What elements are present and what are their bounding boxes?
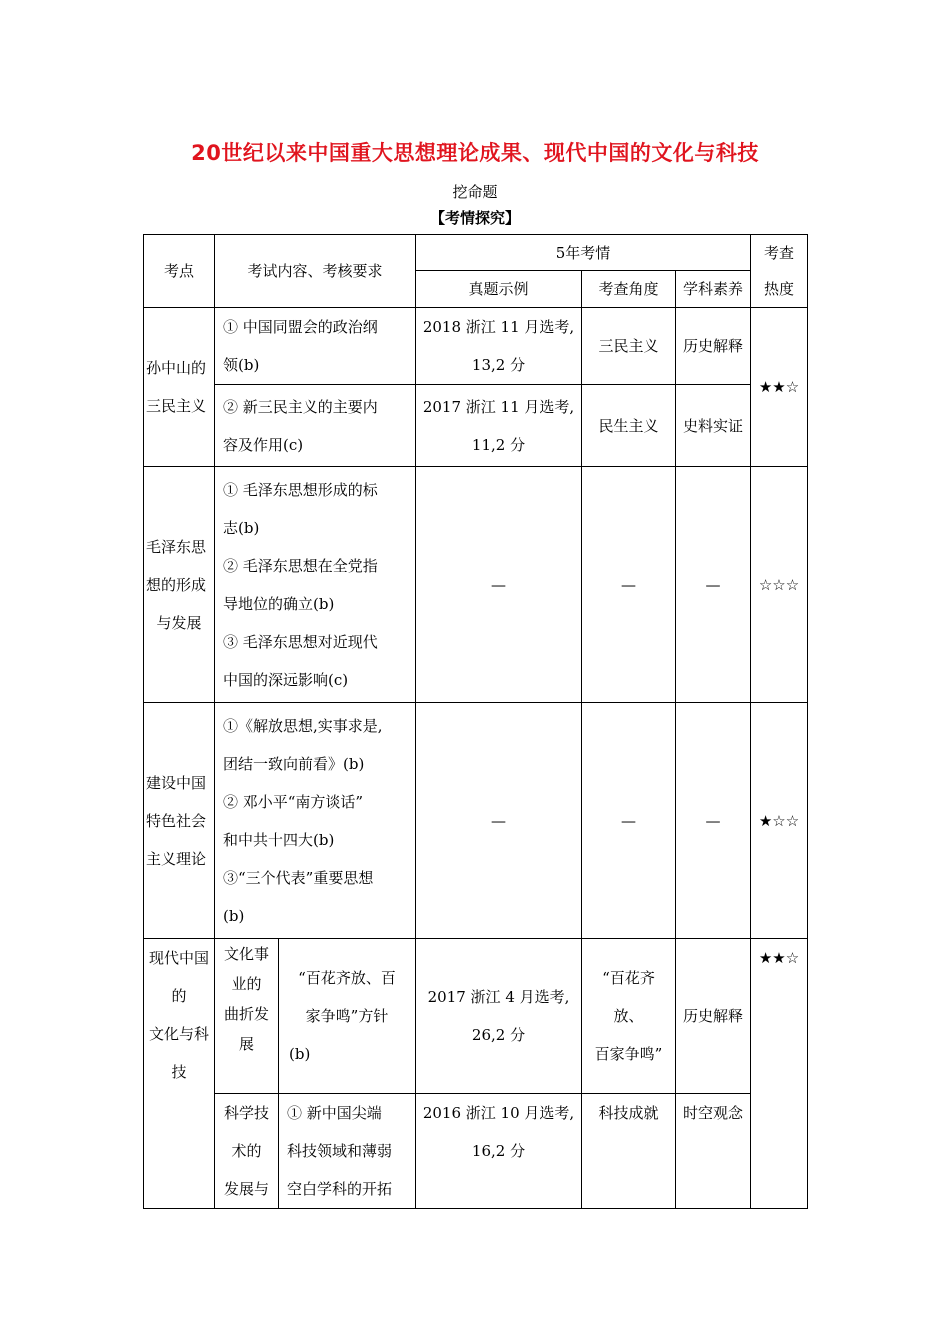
content-text: 家争鸣”方针 — [305, 1007, 389, 1025]
angle-cell: 民生主义 — [582, 385, 676, 467]
example-text: 2016 浙江 10 月选考, — [422, 1104, 575, 1122]
kaodian-text: 现代中国 — [148, 949, 209, 967]
header-angle: 考查角度 — [582, 271, 676, 308]
example-cell — [416, 1094, 582, 1209]
content-text: ② 新三民主义的主要内 — [223, 397, 378, 416]
content-cell — [215, 467, 416, 703]
kaodian-text: 毛泽东思 — [146, 537, 207, 556]
subtopic-cell — [215, 1094, 279, 1209]
content-text: ① 毛泽东思想形成的标 — [223, 480, 378, 499]
kaodian-text: 建设中国 — [146, 773, 207, 792]
subtopic-text: 曲折发 — [223, 1005, 269, 1023]
example-text: 2017 浙江 4 月选考, — [427, 988, 570, 1006]
literacy-cell: 历史解释 — [676, 308, 751, 385]
example-cell — [416, 939, 582, 1094]
subtopic-text: 业的 — [231, 975, 262, 993]
content-text: 团结一致向前看》(b) — [223, 754, 365, 773]
angle-text: 放、 — [613, 1007, 644, 1025]
header-example: 真题示例 — [416, 271, 582, 308]
example-text: 2018 浙江 11 月选考, — [422, 318, 575, 336]
content-text: 领(b) — [223, 356, 260, 374]
content-text: (b) — [223, 906, 245, 925]
kaodian-text: 主义理论 — [146, 849, 207, 868]
angle-cell: — — [582, 703, 676, 939]
header-literacy: 学科素养 — [676, 271, 751, 308]
heat-cell: ★☆☆ — [751, 703, 808, 939]
content-cell — [215, 703, 416, 939]
content-cell — [279, 1094, 416, 1209]
content-text: ①《解放思想,实事求是, — [223, 716, 383, 735]
kaodian-text: 的 — [171, 987, 187, 1005]
header-content: 考试内容、考核要求 — [215, 235, 416, 308]
example-cell: — — [416, 467, 582, 703]
content-cell — [215, 385, 416, 467]
kaodian-text: 技 — [171, 1063, 187, 1081]
header-heat-line2: 热度 — [764, 280, 795, 298]
literacy-cell: 历史解释 — [676, 939, 751, 1094]
header-kaodian: 考点 — [144, 235, 215, 308]
kaodian-cell — [144, 939, 215, 1209]
kaodian-text: 特色社会 — [146, 811, 207, 830]
subtopic-text: 术的 — [231, 1142, 262, 1160]
kaodian-text: 与发展 — [156, 613, 202, 632]
kaodian-cell — [144, 308, 215, 467]
content-cell — [215, 308, 416, 385]
content-text: 空白学科的开拓 — [287, 1180, 393, 1198]
literacy-cell: — — [676, 467, 751, 703]
header-five-year: 5年考情 — [416, 235, 751, 271]
content-text: 中国的深远影响(c) — [223, 670, 349, 689]
example-text: 13,2 分 — [471, 356, 526, 374]
content-text: ① 中国同盟会的政治纲 — [223, 318, 378, 336]
heat-cell: ★★☆ — [751, 939, 808, 1209]
content-text: 导地位的确立(b) — [223, 594, 335, 613]
content-text: (b) — [289, 1045, 311, 1063]
example-text: 26,2 分 — [471, 1026, 526, 1044]
subtopic-text: 展 — [238, 1035, 254, 1053]
content-text: ② 毛泽东思想在全党指 — [223, 556, 378, 575]
content-text: ② 邓小平“南方谈话” — [223, 792, 364, 811]
angle-cell: — — [582, 467, 676, 703]
exam-analysis-table — [143, 234, 808, 1209]
angle-cell: 三民主义 — [582, 308, 676, 385]
content-text: ③ 毛泽东思想对近现代 — [223, 632, 378, 651]
content-text: ① 新中国尖端 — [287, 1104, 382, 1122]
subtopic-cell — [215, 939, 279, 1094]
example-text: 2017 浙江 11 月选考, — [422, 397, 575, 416]
section-heading: 【考情探究】 — [429, 209, 520, 227]
kaodian-text: 孙中山的 — [146, 359, 207, 377]
example-cell: — — [416, 703, 582, 939]
content-cell — [279, 939, 416, 1094]
kaodian-cell — [144, 467, 215, 703]
kaodian-text: 文化与科 — [148, 1025, 209, 1043]
kaodian-text: 三民主义 — [146, 397, 207, 415]
angle-text: “百花齐 — [602, 969, 655, 987]
content-text: ③“三个代表”重要思想 — [223, 868, 374, 887]
subtopic-text: 文化事 — [223, 945, 269, 963]
literacy-cell: 时空观念 — [676, 1094, 751, 1209]
header-heat — [751, 235, 808, 308]
content-text: 容及作用(c) — [223, 435, 304, 454]
example-text: 11,2 分 — [471, 435, 526, 454]
content-text: 和中共十四大(b) — [223, 830, 335, 849]
subtopic-text: 科学技 — [223, 1104, 269, 1122]
angle-cell — [582, 939, 676, 1094]
literacy-cell: 史料实证 — [676, 385, 751, 467]
example-cell — [416, 308, 582, 385]
page-title: 20世纪以来中国重大思想理论成果、现代中国的文化与科技 — [191, 141, 759, 165]
content-text: “百花齐放、百 — [298, 969, 396, 987]
angle-cell: 科技成就 — [582, 1094, 676, 1209]
subtopic-text: 发展与 — [223, 1180, 269, 1198]
example-text: 16,2 分 — [471, 1142, 526, 1160]
content-text: 志(b) — [223, 518, 260, 537]
header-heat-line1: 考查 — [764, 244, 795, 262]
heat-cell: ☆☆☆ — [751, 467, 808, 703]
subtitle: 挖命题 — [452, 183, 498, 201]
kaodian-text: 想的形成 — [146, 575, 207, 594]
angle-text: 百家争鸣” — [594, 1045, 663, 1063]
kaodian-cell — [144, 703, 215, 939]
heat-cell: ★★☆ — [751, 308, 808, 467]
content-text: 科技领域和薄弱 — [287, 1142, 393, 1160]
example-cell — [416, 385, 582, 467]
literacy-cell: — — [676, 703, 751, 939]
